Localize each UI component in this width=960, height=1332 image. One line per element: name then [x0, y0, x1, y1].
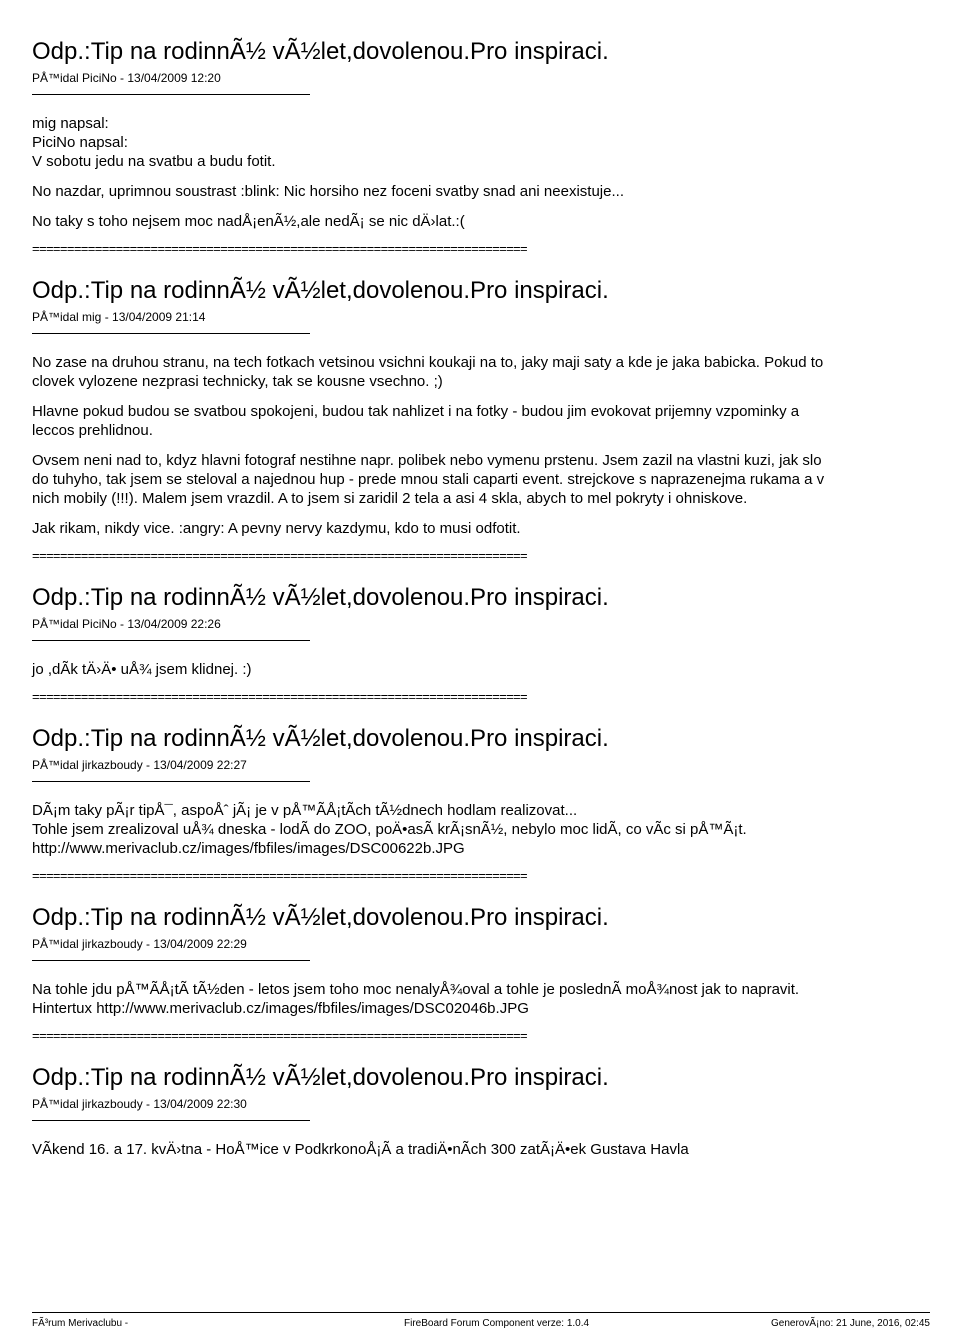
post-paragraph: [32, 660, 932, 679]
post-body: [32, 801, 932, 858]
text-line: DÃ¡m taky pÃ¡r tipÅ¯, aspoÅˆ jÃ¡ je v pÅ™ÃÅ¡tÃch tÃ½dnech hodlam realizovat...: [32, 802, 578, 819]
text-line: Na tohle jdu pÅ™ÃÅ¡tÃ tÃ½den - letos jsem toho moc nenalyÅ¾oval a tohle je poslednÃ moÅ¾nost jak to napravit.: [32, 981, 800, 998]
text-line: do tuhyho, tak jsem se steloval a najednou hup - prede mnou stali caparti event. strejckove s naprazenejma rukama a v: [32, 471, 825, 488]
text-line: nich mobily (!!!). Malem jsem vrazdil. A to jsem si zaridil 2 tela a asi 4 skla, abych to mel pokryty i ohniskove.: [32, 490, 748, 507]
image-url-text: http://www.merivaclub.cz/images/fbfiles/images/DSC00622b.JPG: [32, 840, 465, 857]
post-body: [32, 1140, 932, 1159]
post-separator: =======================================================================: [32, 869, 527, 882]
text-line: Tohle jsem zrealizoval uÅ¾ dneska - lodÃ do ZOO, poÄ•asÃ krÃ¡snÃ½, nebylo moc lidÃ, co vÃc si pÅ™Ã¡t.: [32, 821, 747, 838]
forum-post: [32, 38, 932, 255]
forum-post: [32, 277, 932, 562]
post-paragraph: [32, 182, 932, 201]
post-paragraph: [32, 451, 932, 508]
post-meta: PÅ™idal jirkazboudy - 13/04/2009 22:27: [32, 758, 247, 772]
post-separator: =======================================================================: [32, 549, 527, 562]
text-line: leccos prehlidnou.: [32, 422, 153, 439]
text-line: No zase na druhou stranu, na tech fotkach vetsinou vsichni koukaji na to, jaky maji saty a kde je jaka babicka. Pokud to: [32, 354, 824, 371]
short-rule: [32, 333, 310, 334]
post-body: [32, 114, 932, 231]
footer-generated-date: GenerovÃ¡no: 21 June, 2016, 02:45: [770, 1318, 930, 1329]
post-paragraph: [32, 519, 932, 538]
post-paragraph: [32, 1140, 932, 1159]
post-title: Odp.:Tip na rodinnÃ½ vÃ½let,dovolenou.Pro inspiraci.: [32, 277, 609, 304]
text-line: mig napsal:: [32, 115, 109, 132]
post-paragraph: [32, 402, 932, 440]
forum-post: [32, 584, 932, 703]
post-title: Odp.:Tip na rodinnÃ½ vÃ½let,dovolenou.Pro inspiraci.: [32, 1064, 609, 1091]
text-line: V sobotu jedu na svatbu a budu fotit.: [32, 153, 276, 170]
text-line: Hlavne pokud budou se svatbou spokojeni, budou tak nahlizet i na fotky - budou jim evokovat prijemny vzpominky a: [32, 403, 800, 420]
short-rule: [32, 94, 310, 95]
short-rule: [32, 1120, 310, 1121]
text-line: Jak rikam, nikdy vice. :angry: A pevny nervy kazdymu, kdo to musi odfotit.: [32, 520, 521, 537]
text-line: No taky s toho nejsem moc nadÅ¡enÃ½,ale nedÃ¡ se nic dÄ›lat.:(: [32, 213, 465, 230]
text-line: PiciNo napsal:: [32, 134, 128, 151]
text-line: Ovsem neni nad to, kdyz hlavni fotograf nestihne napr. polibek nebo vymenu prstenu. Jsem zazil na vlastni kuzi, jak slo: [32, 452, 822, 469]
post-body: [32, 660, 932, 679]
post-title: Odp.:Tip na rodinnÃ½ vÃ½let,dovolenou.Pro inspiraci.: [32, 38, 609, 65]
post-paragraph: [32, 980, 932, 1018]
post-body: [32, 980, 932, 1018]
post-body: [32, 353, 932, 538]
post-meta: PÅ™idal PiciNo - 13/04/2009 22:26: [32, 617, 221, 631]
short-rule: [32, 960, 310, 961]
post-meta: PÅ™idal jirkazboudy - 13/04/2009 22:30: [32, 1097, 247, 1111]
post-paragraph: [32, 212, 932, 231]
text-line: jo ,dÃk tÄ›Ä• uÅ¾ jsem klidnej. :): [32, 661, 252, 678]
post-paragraph: [32, 801, 932, 858]
post-title: Odp.:Tip na rodinnÃ½ vÃ½let,dovolenou.Pro inspiraci.: [32, 904, 609, 931]
post-paragraph: [32, 114, 932, 171]
footer-forum-name: FÃ³rum Merivaclubu -: [32, 1318, 129, 1329]
post-meta: PÅ™idal PiciNo - 13/04/2009 12:20: [32, 71, 221, 85]
short-rule: [32, 640, 310, 641]
text-line: Hintertux http://www.merivaclub.cz/images/fbfiles/images/DSC02046b.JPG: [32, 1000, 529, 1017]
post-separator: =======================================================================: [32, 690, 527, 703]
forum-post: [32, 1064, 932, 1159]
footer-component-version: FireBoard Forum Component verze: 1.0.4: [404, 1318, 590, 1329]
forum-post: [32, 725, 932, 882]
post-title: Odp.:Tip na rodinnÃ½ vÃ½let,dovolenou.Pro inspiraci.: [32, 584, 609, 611]
text-line: clovek vylozene nezprasi technicky, tak se kousne vsechno. ;): [32, 373, 443, 390]
post-meta: PÅ™idal mig - 13/04/2009 21:14: [32, 310, 206, 324]
text-line: No nazdar, uprimnou soustrast :blink: Nic horsiho nez foceni svatby snad ani neexistuje...: [32, 183, 624, 200]
short-rule: [32, 781, 310, 782]
post-separator: =======================================================================: [32, 1029, 527, 1042]
document-page: [32, 38, 932, 1170]
post-separator: =======================================================================: [32, 242, 527, 255]
post-title: Odp.:Tip na rodinnÃ½ vÃ½let,dovolenou.Pro inspiraci.: [32, 725, 609, 752]
forum-post: [32, 904, 932, 1042]
post-meta: PÅ™idal jirkazboudy - 13/04/2009 22:29: [32, 937, 247, 951]
text-line: VÃkend 16. a 17. kvÄ›tna - HoÅ™ice v PodkrkonoÅ¡Ã a tradiÄ•nÃch 300 zatÃ¡Ä•ek Gustava Havla: [32, 1141, 689, 1158]
post-paragraph: [32, 353, 932, 391]
page-footer: [32, 1312, 930, 1329]
